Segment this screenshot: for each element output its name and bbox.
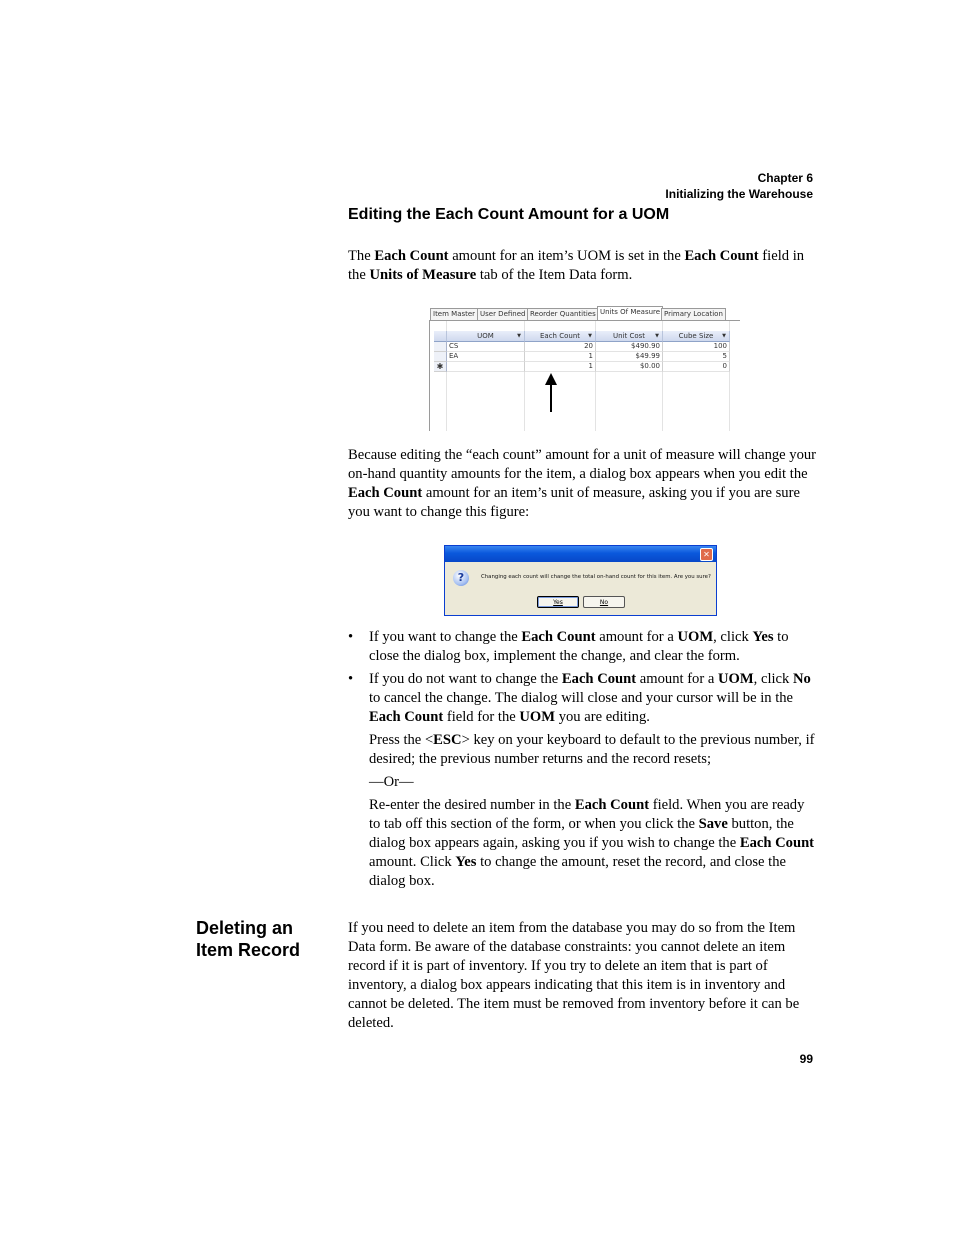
- pointer-arrow: [550, 382, 552, 412]
- dialog-explanation-paragraph: Because editing the “each count” amount for a unit of measure will change your on-hand quantity amounts for the item, a dialog box appears when you edit the Each Count amount for an item’s unit of measure, asking you if you are sure you want to change this figure:: [348, 447, 817, 520]
- tab-user-defined[interactable]: User Defined: [477, 308, 528, 320]
- close-icon[interactable]: ✕: [700, 548, 713, 561]
- column-header-each-count[interactable]: Each Count ▼: [525, 331, 596, 342]
- question-icon: ?: [453, 570, 469, 586]
- tab-item-master[interactable]: Item Master: [430, 308, 478, 320]
- yes-button[interactable]: Yes: [537, 596, 579, 608]
- reenter-paragraph: Re-enter the desired number in the Each Count field. When you are ready to tab off this section of the form, or when you click the Save button, the dialog box appears again, asking you if you wish to change the Each Count amount. Click Yes to change the amount, reset the record, and close the dialog box.: [369, 797, 815, 889]
- bullet-yes: • If you want to change the Each Count amount for a UOM, click Yes to close the dialog box, implement the change, and clear the form.: [348, 628, 818, 666]
- cell-unit-cost[interactable]: $0.00: [596, 362, 663, 372]
- cell-each-count[interactable]: 1: [525, 362, 596, 372]
- column-header-uom[interactable]: UOM ▼: [447, 331, 525, 342]
- chevron-down-icon: ▼: [722, 333, 726, 339]
- dialog-title-bar: [445, 546, 716, 562]
- cell-unit-cost[interactable]: $49.99: [596, 352, 663, 362]
- page-number: 99: [799, 1052, 813, 1066]
- cell-each-count[interactable]: 20: [525, 342, 596, 352]
- cell-each-count[interactable]: 1: [525, 352, 596, 362]
- bullet-yes-text: If you want to change the Each Count amount for a UOM, click Yes to close the dialog box, implement the change, and clear the form.: [369, 629, 789, 664]
- row-selector-header: [434, 331, 447, 342]
- cell-cube-size[interactable]: 100: [663, 342, 730, 352]
- or-separator: —Or—: [369, 774, 414, 790]
- cell-cube-size[interactable]: 0: [663, 362, 730, 372]
- tab-units-of-measure[interactable]: Units Of Measure: [597, 306, 663, 320]
- esc-paragraph: Press the <ESC> key on your keyboard to default to the previous number, if desired; the previous number returns and the record resets;: [369, 732, 815, 767]
- dialog-message: Changing each count will change the total on-hand count for this item. Are you sure?: [481, 574, 711, 580]
- column-header-unit-cost[interactable]: Unit Cost ▼: [596, 331, 663, 342]
- cell-cube-size[interactable]: 5: [663, 352, 730, 362]
- chapter-label: Chapter 6: [757, 171, 813, 185]
- chevron-down-icon: ▼: [517, 333, 521, 339]
- row-selector[interactable]: [434, 342, 447, 352]
- bullet-no-text: If you do not want to change the Each Count amount for a UOM, click No to cancel the change. The dialog will close and your cursor will be in the Each Count field for the UOM you are editing.: [369, 671, 811, 725]
- chevron-down-icon: ▼: [655, 333, 659, 339]
- column-header-cube-size[interactable]: Cube Size ▼: [663, 331, 730, 342]
- tab-reorder-quantities[interactable]: Reorder Quantities: [527, 308, 599, 320]
- delete-paragraph: If you need to delete an item from the database you may do so from the Item Data form. Be aware of the database constraints: you cannot delete an item record if it is part of inventory. If you try to delete an item that is part of inventory, a dialog box appears indicating that this item is in inventory and cannot be deleted. The item must be removed from inventory before it can be deleted.: [348, 920, 800, 1031]
- side-heading: [196, 917, 326, 961]
- cell-uom[interactable]: [447, 362, 525, 372]
- new-row-marker[interactable]: ✱: [434, 362, 447, 372]
- side-heading-line1: Deleting an: [196, 918, 294, 938]
- chapter-title: Initializing the Warehouse: [665, 187, 813, 201]
- bullet-no: • If you do not want to change the Each Count amount for a UOM, click No to cancel the change. The dialog will close and your cursor will be in the Each Count field for the UOM you are editing.: [348, 670, 818, 727]
- uom-grid: [429, 321, 741, 431]
- cell-uom[interactable]: CS: [447, 342, 525, 352]
- no-button[interactable]: No: [583, 596, 625, 608]
- row-selector[interactable]: [434, 352, 447, 362]
- cell-unit-cost[interactable]: $490.90: [596, 342, 663, 352]
- units-of-measure-screenshot: [429, 307, 740, 431]
- section-heading: Editing the Each Count Amount for a UOM: [348, 206, 670, 223]
- cell-uom[interactable]: EA: [447, 352, 525, 362]
- chevron-down-icon: ▼: [588, 333, 592, 339]
- intro-paragraph: The Each Count amount for an item’s UOM is set in the Each Count field in the Units of Measure tab of the Item Data form.: [348, 248, 805, 283]
- tab-primary-location[interactable]: Primary Location: [661, 308, 726, 320]
- confirm-dialog-screenshot: [444, 545, 717, 616]
- side-heading-line2: Item Record: [196, 940, 301, 960]
- form-tabs: [429, 307, 740, 320]
